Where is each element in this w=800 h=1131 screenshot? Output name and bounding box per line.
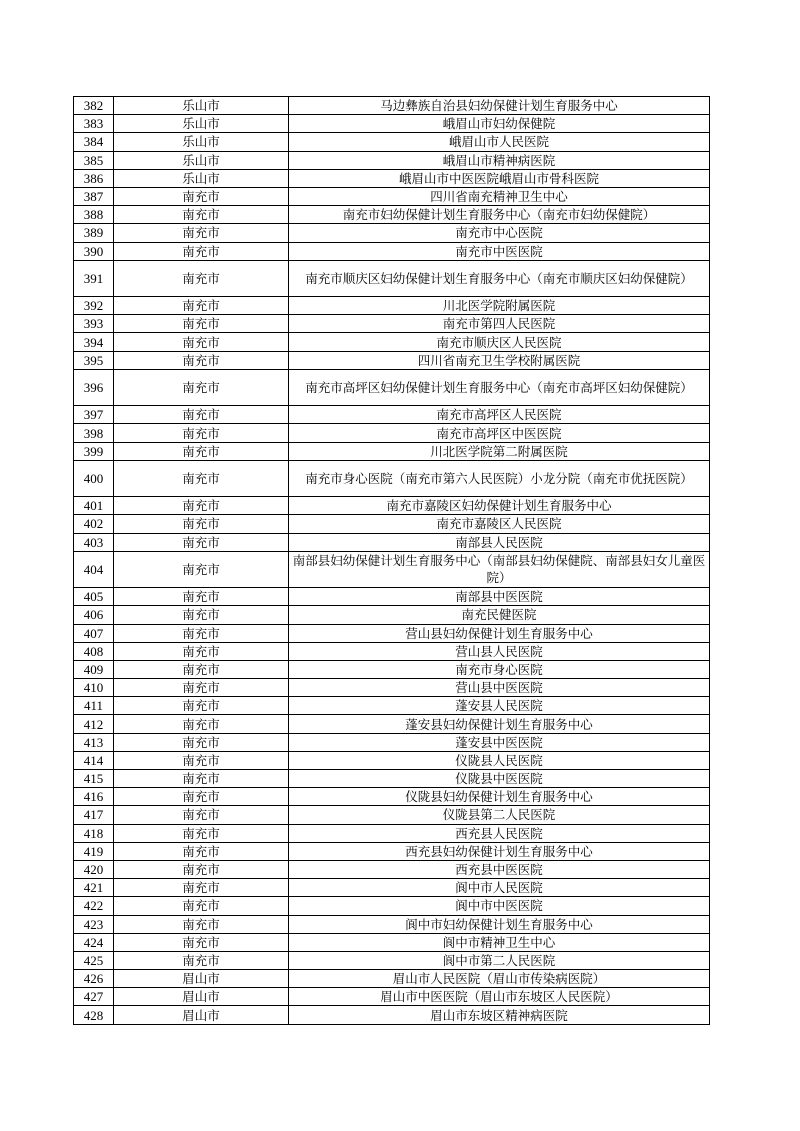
city-cell: 乐山市 <box>114 97 289 115</box>
row-number: 405 <box>74 588 114 606</box>
institution-name-cell: 仪陇县中医医院 <box>289 770 710 788</box>
table-row <box>74 442 710 460</box>
row-number: 409 <box>74 660 114 678</box>
city-cell: 南充市 <box>114 697 289 715</box>
row-number: 417 <box>74 806 114 824</box>
row-number: 384 <box>74 133 114 151</box>
institution-name-cell: 西充县人民医院 <box>289 824 710 842</box>
institution-name-cell: 仪陇县人民医院 <box>289 751 710 769</box>
table-row <box>74 515 710 533</box>
city-cell: 南充市 <box>114 406 289 424</box>
row-number: 407 <box>74 624 114 642</box>
city-cell: 南充市 <box>114 806 289 824</box>
institution-name-cell: 南充市嘉陵区人民医院 <box>289 515 710 533</box>
institution-name-cell: 南充市高坪区妇幼保健计划生育服务中心（南充市高坪区妇幼保健院） <box>289 369 710 405</box>
table-row <box>74 606 710 624</box>
institution-name-cell: 峨眉山市人民医院 <box>289 133 710 151</box>
row-number: 385 <box>74 151 114 169</box>
city-cell: 南充市 <box>114 515 289 533</box>
city-cell: 南充市 <box>114 860 289 878</box>
table-row <box>74 315 710 333</box>
city-cell: 南充市 <box>114 879 289 897</box>
city-cell: 南充市 <box>114 770 289 788</box>
city-cell: 南充市 <box>114 315 289 333</box>
institution-name-cell: 西充县中医医院 <box>289 860 710 878</box>
city-cell: 南充市 <box>114 424 289 442</box>
table-row <box>74 879 710 897</box>
row-number: 420 <box>74 860 114 878</box>
row-number: 422 <box>74 897 114 915</box>
institution-name-cell: 南充市嘉陵区妇幼保健计划生育服务中心 <box>289 497 710 515</box>
table-row <box>74 460 710 496</box>
city-cell: 南充市 <box>114 642 289 660</box>
institution-name-cell: 南充市高坪区人民医院 <box>289 406 710 424</box>
table-row <box>74 660 710 678</box>
table-row <box>74 406 710 424</box>
row-number: 388 <box>74 206 114 224</box>
table-row <box>74 915 710 933</box>
institution-name-cell: 南充市顺庆区妇幼保健计划生育服务中心（南充市顺庆区妇幼保健院） <box>289 260 710 296</box>
city-cell: 南充市 <box>114 897 289 915</box>
table-row <box>74 988 710 1006</box>
table-row <box>74 133 710 151</box>
institution-name-cell: 川北医学院附属医院 <box>289 297 710 315</box>
row-number: 404 <box>74 551 114 587</box>
city-cell: 乐山市 <box>114 169 289 187</box>
table-row <box>74 333 710 351</box>
row-number: 387 <box>74 187 114 205</box>
row-number: 386 <box>74 169 114 187</box>
institution-name-cell: 眉山市人民医院（眉山市传染病医院） <box>289 970 710 988</box>
institution-name-cell: 蓬安县妇幼保健计划生育服务中心 <box>289 715 710 733</box>
table-body <box>74 97 710 1025</box>
table-row <box>74 679 710 697</box>
row-number: 426 <box>74 970 114 988</box>
institution-name-cell: 南充市妇幼保健计划生育服务中心（南充市妇幼保健院） <box>289 206 710 224</box>
table-row <box>74 842 710 860</box>
row-number: 416 <box>74 788 114 806</box>
table-row <box>74 497 710 515</box>
city-cell: 南充市 <box>114 933 289 951</box>
institution-name-cell: 马边彝族自治县妇幼保健计划生育服务中心 <box>289 97 710 115</box>
row-number: 402 <box>74 515 114 533</box>
institution-name-cell: 四川省南充精神卫生中心 <box>289 187 710 205</box>
row-number: 421 <box>74 879 114 897</box>
table-row <box>74 187 710 205</box>
city-cell: 南充市 <box>114 533 289 551</box>
institution-name-cell: 营山县妇幼保健计划生育服务中心 <box>289 624 710 642</box>
table-row <box>74 224 710 242</box>
city-cell: 南充市 <box>114 842 289 860</box>
institution-name-cell: 南充市身心医院（南充市第六人民医院）小龙分院（南充市优抚医院） <box>289 460 710 496</box>
city-cell: 南充市 <box>114 660 289 678</box>
city-cell: 乐山市 <box>114 115 289 133</box>
institution-name-cell: 峨眉山市精神病医院 <box>289 151 710 169</box>
institution-name-cell: 仪陇县妇幼保健计划生育服务中心 <box>289 788 710 806</box>
table-row <box>74 897 710 915</box>
city-cell: 乐山市 <box>114 151 289 169</box>
row-number: 427 <box>74 988 114 1006</box>
table-row <box>74 588 710 606</box>
table-row <box>74 151 710 169</box>
city-cell: 南充市 <box>114 824 289 842</box>
table-row <box>74 369 710 405</box>
row-number: 382 <box>74 97 114 115</box>
row-number: 400 <box>74 460 114 496</box>
table-row <box>74 424 710 442</box>
institution-name-cell: 阆中市精神卫生中心 <box>289 933 710 951</box>
city-cell: 南充市 <box>114 351 289 369</box>
table-row <box>74 733 710 751</box>
city-cell: 南充市 <box>114 333 289 351</box>
row-number: 419 <box>74 842 114 860</box>
institution-name-cell: 阆中市中医医院 <box>289 897 710 915</box>
table-row <box>74 1006 710 1024</box>
row-number: 412 <box>74 715 114 733</box>
institution-name-cell: 峨眉山市中医医院峨眉山市骨科医院 <box>289 169 710 187</box>
row-number: 425 <box>74 951 114 969</box>
row-number: 383 <box>74 115 114 133</box>
city-cell: 南充市 <box>114 369 289 405</box>
city-cell: 南充市 <box>114 951 289 969</box>
city-cell: 南充市 <box>114 715 289 733</box>
city-cell: 眉山市 <box>114 988 289 1006</box>
row-number: 398 <box>74 424 114 442</box>
row-number: 396 <box>74 369 114 405</box>
table-row <box>74 297 710 315</box>
institution-name-cell: 眉山市中医医院（眉山市东坡区人民医院） <box>289 988 710 1006</box>
table-row <box>74 970 710 988</box>
city-cell: 南充市 <box>114 551 289 587</box>
table-row <box>74 933 710 951</box>
table-row <box>74 97 710 115</box>
row-number: 393 <box>74 315 114 333</box>
table-row <box>74 824 710 842</box>
city-cell: 南充市 <box>114 733 289 751</box>
city-cell: 南充市 <box>114 187 289 205</box>
city-cell: 南充市 <box>114 442 289 460</box>
city-cell: 南充市 <box>114 606 289 624</box>
institution-name-cell: 南充市中心医院 <box>289 224 710 242</box>
row-number: 390 <box>74 242 114 260</box>
city-cell: 南充市 <box>114 624 289 642</box>
institution-name-cell: 阆中市人民医院 <box>289 879 710 897</box>
city-cell: 南充市 <box>114 915 289 933</box>
row-number: 389 <box>74 224 114 242</box>
city-cell: 南充市 <box>114 679 289 697</box>
institution-name-cell: 阆中市第二人民医院 <box>289 951 710 969</box>
institution-name-cell: 南部县人民医院 <box>289 533 710 551</box>
institution-name-cell: 南充民健医院 <box>289 606 710 624</box>
city-cell: 南充市 <box>114 297 289 315</box>
table-row <box>74 351 710 369</box>
institution-name-cell: 南充市第四人民医院 <box>289 315 710 333</box>
institution-name-cell: 川北医学院第二附属医院 <box>289 442 710 460</box>
city-cell: 南充市 <box>114 460 289 496</box>
table-row <box>74 206 710 224</box>
row-number: 406 <box>74 606 114 624</box>
table-row <box>74 533 710 551</box>
row-number: 395 <box>74 351 114 369</box>
institution-name-cell: 南部县中医医院 <box>289 588 710 606</box>
row-number: 391 <box>74 260 114 296</box>
table-row <box>74 860 710 878</box>
institution-name-cell: 南充市身心医院 <box>289 660 710 678</box>
city-cell: 南充市 <box>114 751 289 769</box>
hospital-list-table <box>73 96 710 1025</box>
table-row <box>74 169 710 187</box>
row-number: 423 <box>74 915 114 933</box>
institution-name-cell: 蓬安县中医医院 <box>289 733 710 751</box>
institution-name-cell: 南充市中医医院 <box>289 242 710 260</box>
institution-name-cell: 蓬安县人民医院 <box>289 697 710 715</box>
row-number: 424 <box>74 933 114 951</box>
row-number: 408 <box>74 642 114 660</box>
row-number: 392 <box>74 297 114 315</box>
institution-name-cell: 西充县妇幼保健计划生育服务中心 <box>289 842 710 860</box>
city-cell: 南充市 <box>114 242 289 260</box>
city-cell: 南充市 <box>114 224 289 242</box>
row-number: 401 <box>74 497 114 515</box>
row-number: 394 <box>74 333 114 351</box>
table-row <box>74 551 710 587</box>
city-cell: 南充市 <box>114 788 289 806</box>
table-row <box>74 642 710 660</box>
city-cell: 眉山市 <box>114 970 289 988</box>
table-row <box>74 115 710 133</box>
table-row <box>74 260 710 296</box>
table-row <box>74 715 710 733</box>
city-cell: 乐山市 <box>114 133 289 151</box>
institution-name-cell: 营山县中医医院 <box>289 679 710 697</box>
table-row <box>74 624 710 642</box>
row-number: 399 <box>74 442 114 460</box>
institution-name-cell: 仪陇县第二人民医院 <box>289 806 710 824</box>
table-row <box>74 951 710 969</box>
city-cell: 南充市 <box>114 588 289 606</box>
institution-name-cell: 南部县妇幼保健计划生育服务中心（南部县妇幼保健院、南部县妇女儿童医院） <box>289 551 710 587</box>
row-number: 418 <box>74 824 114 842</box>
city-cell: 眉山市 <box>114 1006 289 1024</box>
row-number: 413 <box>74 733 114 751</box>
table-row <box>74 806 710 824</box>
city-cell: 南充市 <box>114 497 289 515</box>
row-number: 428 <box>74 1006 114 1024</box>
institution-name-cell: 营山县人民医院 <box>289 642 710 660</box>
row-number: 415 <box>74 770 114 788</box>
institution-name-cell: 四川省南充卫生学校附属医院 <box>289 351 710 369</box>
table-row <box>74 770 710 788</box>
city-cell: 南充市 <box>114 206 289 224</box>
row-number: 403 <box>74 533 114 551</box>
row-number: 410 <box>74 679 114 697</box>
institution-name-cell: 南充市顺庆区人民医院 <box>289 333 710 351</box>
row-number: 397 <box>74 406 114 424</box>
institution-name-cell: 南充市高坪区中医医院 <box>289 424 710 442</box>
row-number: 414 <box>74 751 114 769</box>
table-row <box>74 697 710 715</box>
table-row <box>74 751 710 769</box>
city-cell: 南充市 <box>114 260 289 296</box>
table-row <box>74 788 710 806</box>
institution-name-cell: 阆中市妇幼保健计划生育服务中心 <box>289 915 710 933</box>
institution-name-cell: 眉山市东坡区精神病医院 <box>289 1006 710 1024</box>
table-row <box>74 242 710 260</box>
institution-name-cell: 峨眉山市妇幼保健院 <box>289 115 710 133</box>
row-number: 411 <box>74 697 114 715</box>
